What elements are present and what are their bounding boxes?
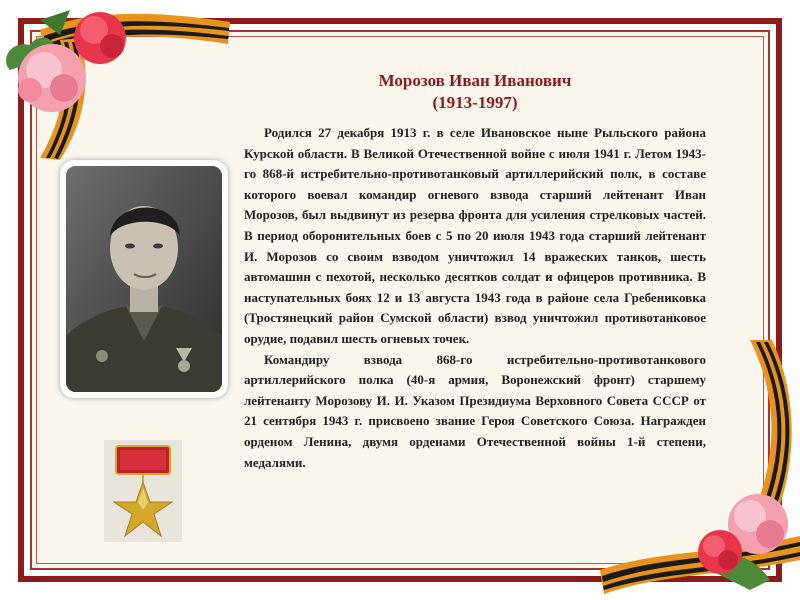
portrait-frame <box>60 160 228 398</box>
carnation-icon <box>690 480 800 600</box>
carnation-icon <box>0 0 140 130</box>
life-years: (1913-1997) <box>432 93 518 112</box>
medal-panel <box>104 440 182 542</box>
biography <box>244 123 706 473</box>
portrait-photo <box>66 166 222 392</box>
person-name: Морозов Иван Иванович <box>378 71 572 90</box>
biography-paragraph: Родился 27 декабря 1913 г. в селе Ивановское ныне Рыльского района Курской области. В Великой Отечественной войне с июля 1941 г. Летом 1943-го 868-й истребительно-противотанковый артиллерийский полк, в составе которого воевал командир огневого взвода старший лейтенант Иван Морозов, был выдвинут из резерва фронта для усиления стрелковых частей. В период оборонительных боев с 5 по 20 июля 1943 года старший лейтенант И. Морозов со своим взводом уничтожил 14 вражеских танков, шесть автомашин с пехотой, несколько десятков солдат и офицеров противника. В наступательных боях 12 и 13 августа 1943 года в районе села Гребениковка (Тростянецкий район Сумской области) взвод уничтожил противотанковое орудие, подавил шесть огневых точек. <box>244 125 706 346</box>
biography-paragraph: Командиру взвода 868-го истребительно-противотанкового артиллерийского полка (40-я армия, Воронежский фронт) старшему лейтенанту Морозову И. И. Указом Президиума Верховного Совета СССР от 21 сентября 1943 г. присвоено звание Героя Советского Союза. Награжден орденом Ленина, двумя орденами Отечественной войны 1-й степени, медалями. <box>244 351 706 470</box>
gold-star-medal-icon <box>104 440 182 542</box>
page-title <box>300 70 650 114</box>
